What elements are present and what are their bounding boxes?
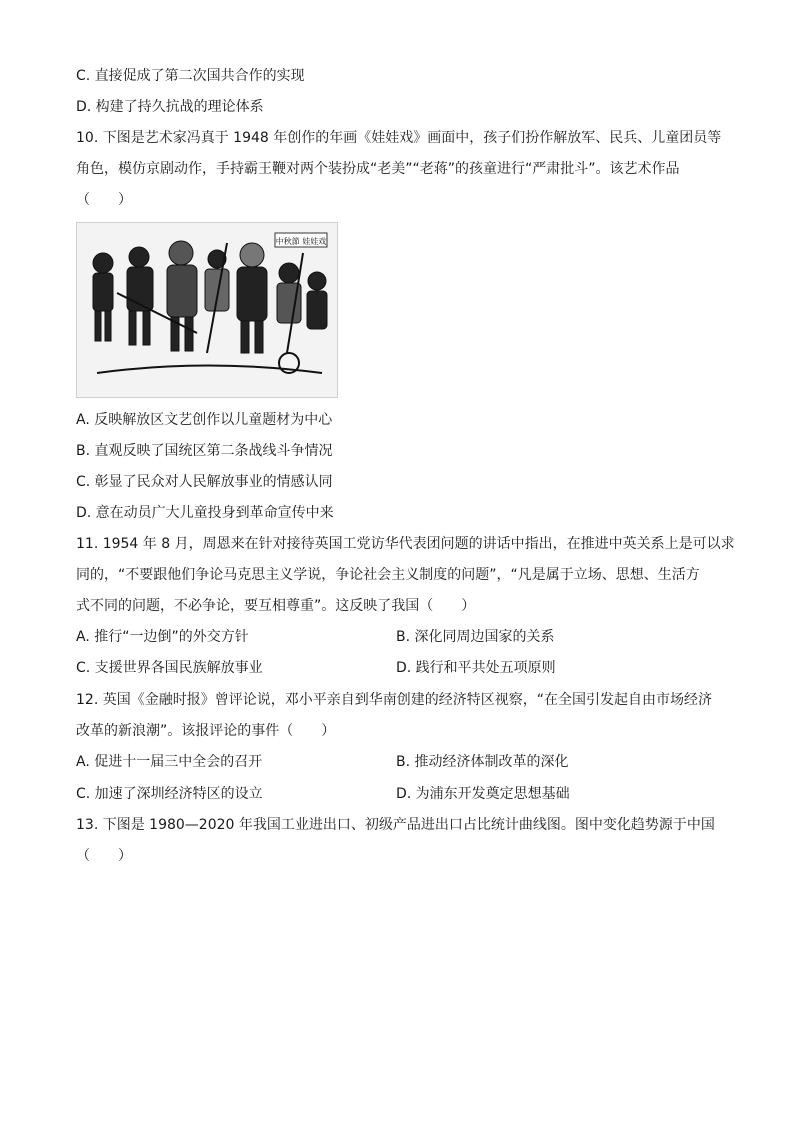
q12-option-a: A. 促进十一届三中全会的召开: [76, 754, 263, 770]
q12-stem-line-2: 改革的新浪潮”。该报评论的事件（ ）: [76, 723, 336, 739]
q11-stem-line-3: 式不同的问题，不必争论，要互相尊重”。这反映了我国（ ）: [76, 598, 476, 614]
q11-option-a: A. 推行“一边倒”的外交方针: [76, 629, 249, 645]
q10-option-a: A. 反映解放区文艺创作以儿童题材为中心: [76, 412, 333, 428]
q10-stem-line-2: 角色，模仿京剧动作，手持霸王鞭对两个装扮成“老美”“老蒋”的孩童进行“严肃批斗”。该艺术作品: [76, 161, 680, 177]
q10-option-c: C. 彰显了民众对人民解放事业的情感认同: [76, 474, 333, 490]
q11-option-d: D. 践行和平共处五项原则: [396, 660, 556, 676]
image-caption: 中秋節 娃娃戏: [275, 237, 327, 246]
q10-option-d: D. 意在动员广大儿童投身到革命宣传中来: [76, 505, 334, 521]
q12-stem-line-1: 12. 英国《金融时报》曾评论说，邓小平亲自到华南创建的经济特区视察，“在全国引发起自由市场经济: [76, 692, 712, 708]
q10-answer-blank: （ ）: [76, 192, 132, 208]
q10-stem-line-1: 10. 下图是艺术家冯真于 1948 年创作的年画《娃娃戏》画面中，孩子们扮作解放军、民兵、儿童团员等: [76, 130, 722, 146]
q12-option-b: B. 推动经济体制改革的深化: [396, 754, 569, 770]
q13-answer-blank: （ ）: [76, 848, 132, 864]
q12-option-d: D. 为浦东开发奠定思想基础: [396, 786, 570, 802]
woodblock-print-image: [76, 222, 338, 398]
q12-option-c: C. 加速了深圳经济特区的设立: [76, 786, 263, 802]
q11-option-b: B. 深化同周边国家的关系: [396, 629, 555, 645]
q9-option-c: C. 直接促成了第二次国共合作的实现: [76, 68, 305, 84]
q11-stem-line-2: 同的，“不要跟他们争论马克思主义学说，争论社会主义制度的问题”，“凡是属于立场、思想、生活方: [76, 567, 700, 583]
q11-option-c: C. 支援世界各国民族解放事业: [76, 660, 263, 676]
q11-stem-line-1: 11. 1954 年 8 月，周恩来在针对接待英国工党访华代表团问题的讲话中指出，在推进中英关系上是可以求: [76, 536, 735, 552]
q13-stem-line-1: 13. 下图是 1980—2020 年我国工业进出口、初级产品进出口占比统计曲线图。图中变化趋势源于中国: [76, 817, 715, 833]
q9-option-d: D. 构建了持久抗战的理论体系: [76, 99, 264, 115]
q10-option-b: B. 直观反映了国统区第二条战线斗争情况: [76, 443, 333, 459]
woodblock-print-children-play-icon: [77, 223, 337, 397]
